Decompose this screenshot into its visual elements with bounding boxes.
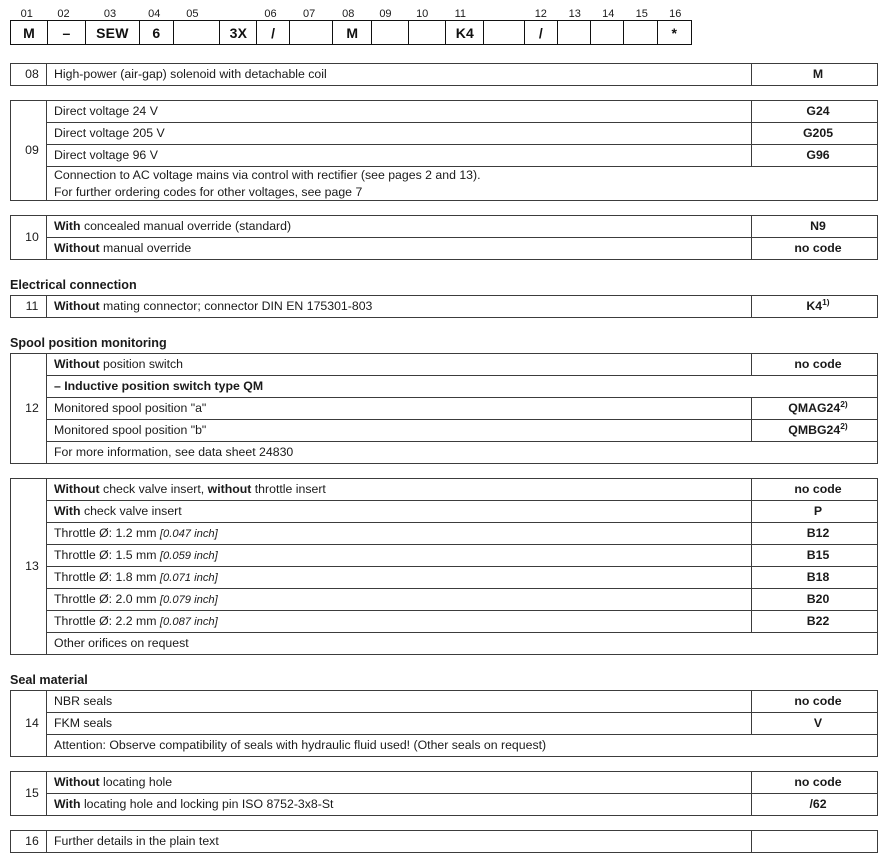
row-index-13: 13 bbox=[11, 479, 47, 655]
table-row bbox=[11, 296, 878, 318]
row-emphasis: With bbox=[54, 797, 81, 811]
row-description bbox=[47, 354, 752, 376]
row-index-10: 10 bbox=[11, 216, 47, 260]
position-label-07: 07 bbox=[303, 8, 316, 20]
code-cell-14[interactable] bbox=[591, 21, 624, 44]
row-index-14: 14 bbox=[11, 691, 47, 757]
row-emphasis: Without bbox=[54, 482, 100, 496]
row-note-line2: For further ordering codes for other voltages, see page 7 bbox=[54, 184, 363, 199]
position-label-14: 14 bbox=[602, 8, 615, 20]
row-description: Monitored spool position "a" bbox=[47, 398, 752, 420]
code-cell-11b[interactable] bbox=[484, 21, 525, 44]
row-text: manual override bbox=[99, 241, 192, 255]
table-row bbox=[11, 735, 878, 757]
row-inch-value: [0.071 inch] bbox=[159, 571, 218, 584]
table-row bbox=[11, 376, 878, 398]
table-row bbox=[11, 691, 878, 713]
spec-table-11 bbox=[10, 295, 878, 318]
row-code: no code bbox=[752, 238, 878, 260]
row-code: P bbox=[752, 501, 878, 523]
code-cell-02[interactable]: – bbox=[48, 21, 86, 44]
table-row bbox=[11, 442, 878, 464]
row-description bbox=[47, 238, 752, 260]
spec-table-13 bbox=[10, 478, 878, 655]
position-label-12: 12 bbox=[534, 8, 547, 20]
row-code-value: K4 bbox=[806, 299, 823, 313]
row-description bbox=[47, 611, 752, 633]
code-cell-07[interactable] bbox=[290, 21, 334, 44]
code-cell-13[interactable] bbox=[558, 21, 591, 44]
code-cell-01[interactable]: M bbox=[11, 21, 48, 44]
row-text: concealed manual override (standard) bbox=[80, 219, 292, 233]
row-emphasis: With bbox=[54, 504, 81, 518]
row-code: M bbox=[752, 64, 878, 86]
row-description: Direct voltage 96 V bbox=[47, 145, 752, 167]
section-heading-spool-position-monitoring: Spool position monitoring bbox=[10, 336, 167, 350]
code-cell-04[interactable]: 6 bbox=[140, 21, 174, 44]
row-emphasis: With bbox=[54, 219, 81, 233]
footnote-marker: 1) bbox=[822, 296, 830, 307]
code-cell-06[interactable]: / bbox=[257, 21, 289, 44]
row-code: G24 bbox=[752, 101, 878, 123]
spec-table-09 bbox=[10, 100, 878, 201]
spec-table-12 bbox=[10, 353, 878, 464]
row-code: no code bbox=[752, 772, 878, 794]
position-label-08: 08 bbox=[342, 8, 355, 20]
row-code-value: QMBG24 bbox=[788, 423, 841, 437]
row-code: B12 bbox=[752, 523, 878, 545]
position-label-11: 11 bbox=[454, 8, 467, 20]
row-description bbox=[47, 567, 752, 589]
row-note bbox=[47, 167, 878, 201]
row-text: mating connector; connector DIN EN 175301-803 bbox=[99, 299, 373, 313]
row-index-16: 16 bbox=[11, 831, 47, 853]
row-emphasis: Without bbox=[54, 241, 100, 255]
code-cell-05b[interactable]: 3X bbox=[220, 21, 257, 44]
row-code: no code bbox=[752, 354, 878, 376]
row-description: High-power (air-gap) solenoid with detachable coil bbox=[47, 64, 752, 86]
position-label-05: 05 bbox=[186, 8, 199, 20]
row-index-12: 12 bbox=[11, 354, 47, 464]
spec-table-16 bbox=[10, 830, 878, 853]
ordering-code-boxes bbox=[10, 20, 692, 45]
row-code: N9 bbox=[752, 216, 878, 238]
row-code bbox=[752, 831, 878, 853]
row-index-09: 09 bbox=[11, 101, 47, 201]
row-code bbox=[752, 420, 878, 442]
row-code: B18 bbox=[752, 567, 878, 589]
row-description bbox=[47, 589, 752, 611]
row-description bbox=[47, 794, 752, 816]
table-row bbox=[11, 101, 878, 123]
table-row bbox=[11, 794, 878, 816]
spec-table-15 bbox=[10, 771, 878, 816]
table-row bbox=[11, 523, 878, 545]
code-cell-11[interactable]: K4 bbox=[446, 21, 484, 44]
code-cell-16[interactable]: * bbox=[671, 24, 678, 41]
row-emphasis: Without bbox=[54, 357, 100, 371]
position-label-10: 10 bbox=[416, 8, 429, 20]
table-row bbox=[11, 633, 878, 655]
ordering-code-position-numbers bbox=[10, 6, 692, 20]
table-row bbox=[11, 772, 878, 794]
row-emphasis: Without bbox=[54, 299, 100, 313]
row-description: Further details in the plain text bbox=[47, 831, 752, 853]
row-note: For more information, see data sheet 24830 bbox=[47, 442, 878, 464]
row-code: B20 bbox=[752, 589, 878, 611]
row-code: B15 bbox=[752, 545, 878, 567]
table-row bbox=[11, 398, 878, 420]
row-description: FKM seals bbox=[47, 713, 752, 735]
row-text: Throttle Ø: 1.8 mm bbox=[54, 569, 160, 584]
row-code: G96 bbox=[752, 145, 878, 167]
table-row bbox=[11, 167, 878, 201]
row-description bbox=[47, 545, 752, 567]
row-index-15: 15 bbox=[11, 772, 47, 816]
row-note-line1: Connection to AC voltage mains via control with rectifier (see pages 2 and 13). bbox=[54, 168, 481, 182]
row-inch-value: [0.059 inch] bbox=[159, 549, 218, 562]
row-text: position switch bbox=[99, 357, 184, 371]
row-note: Other orifices on request bbox=[47, 633, 878, 655]
row-code: B22 bbox=[752, 611, 878, 633]
table-row bbox=[11, 611, 878, 633]
table-row bbox=[11, 589, 878, 611]
code-cell-12[interactable]: / bbox=[525, 21, 557, 44]
section-heading-electrical-connection: Electrical connection bbox=[10, 278, 137, 292]
row-inch-value: [0.079 inch] bbox=[159, 593, 218, 606]
row-code: no code bbox=[752, 691, 878, 713]
table-row bbox=[11, 216, 878, 238]
table-row bbox=[11, 479, 878, 501]
row-code-value: QMAG24 bbox=[788, 401, 841, 415]
row-code bbox=[752, 398, 878, 420]
position-label-01: 01 bbox=[20, 8, 33, 20]
row-note: Attention: Observe compatibility of seals with hydraulic fluid used! (Other seals on request) bbox=[47, 735, 878, 757]
code-cell-09[interactable] bbox=[372, 21, 409, 44]
row-text: check valve insert bbox=[80, 504, 182, 518]
row-emphasis: Without bbox=[54, 775, 100, 789]
row-text: Throttle Ø: 1.5 mm bbox=[54, 547, 160, 562]
code-cell-08[interactable]: M bbox=[333, 21, 372, 44]
row-description bbox=[47, 216, 752, 238]
row-description bbox=[47, 772, 752, 794]
table-row bbox=[11, 123, 878, 145]
row-code: no code bbox=[752, 479, 878, 501]
row-description: NBR seals bbox=[47, 691, 752, 713]
row-emphasis-2: without bbox=[207, 482, 252, 496]
spec-table-08 bbox=[10, 63, 878, 86]
position-label-09: 09 bbox=[379, 8, 392, 20]
row-code bbox=[752, 296, 878, 318]
ordering-code-strip bbox=[10, 0, 692, 45]
row-description bbox=[47, 296, 752, 318]
row-description: Direct voltage 24 V bbox=[47, 101, 752, 123]
position-label-15: 15 bbox=[635, 8, 648, 20]
code-cell-15[interactable] bbox=[624, 21, 657, 44]
position-label-13: 13 bbox=[568, 8, 581, 20]
row-text: locating hole and locking pin ISO 8752-3x8-St bbox=[80, 797, 334, 811]
table-row bbox=[11, 545, 878, 567]
table-row bbox=[11, 145, 878, 167]
table-row bbox=[11, 354, 878, 376]
row-text: Throttle Ø: 2.0 mm bbox=[54, 591, 160, 606]
row-subheading: – Inductive position switch type QM bbox=[47, 376, 878, 398]
row-code: V bbox=[752, 713, 878, 735]
spec-table-10 bbox=[10, 215, 878, 260]
row-inch-value: [0.047 inch] bbox=[159, 527, 218, 540]
position-label-16: 16 bbox=[669, 8, 682, 20]
row-text: Throttle Ø: 2.2 mm bbox=[54, 613, 160, 628]
table-row bbox=[11, 238, 878, 260]
footnote-marker: 2) bbox=[840, 398, 848, 409]
row-index-08: 08 bbox=[11, 64, 47, 86]
row-text: Throttle Ø: 1.2 mm bbox=[54, 525, 160, 540]
row-description bbox=[47, 501, 752, 523]
row-description bbox=[47, 479, 752, 501]
row-inch-value: [0.087 inch] bbox=[159, 615, 218, 628]
table-row bbox=[11, 64, 878, 86]
table-row bbox=[11, 831, 878, 853]
code-cell-10[interactable] bbox=[409, 21, 446, 44]
row-description: Monitored spool position "b" bbox=[47, 420, 752, 442]
table-row bbox=[11, 501, 878, 523]
row-description: Direct voltage 205 V bbox=[47, 123, 752, 145]
row-text: locating hole bbox=[99, 775, 173, 789]
position-label-04: 04 bbox=[148, 8, 161, 20]
code-cell-03[interactable]: SEW bbox=[86, 21, 140, 44]
footnote-marker: 2) bbox=[840, 420, 848, 431]
row-text: check valve insert, bbox=[99, 482, 208, 496]
row-code: /62 bbox=[752, 794, 878, 816]
code-cell-05[interactable] bbox=[174, 21, 220, 44]
row-code: G205 bbox=[752, 123, 878, 145]
row-index-11: 11 bbox=[11, 296, 47, 318]
position-label-06: 06 bbox=[264, 8, 277, 20]
spec-table-14 bbox=[10, 690, 878, 757]
position-label-02: 02 bbox=[57, 8, 70, 20]
table-row bbox=[11, 420, 878, 442]
section-heading-seal-material: Seal material bbox=[10, 673, 88, 687]
table-row bbox=[11, 713, 878, 735]
table-row bbox=[11, 567, 878, 589]
row-description bbox=[47, 523, 752, 545]
row-text-2: throttle insert bbox=[251, 482, 326, 496]
position-label-03: 03 bbox=[103, 8, 117, 20]
